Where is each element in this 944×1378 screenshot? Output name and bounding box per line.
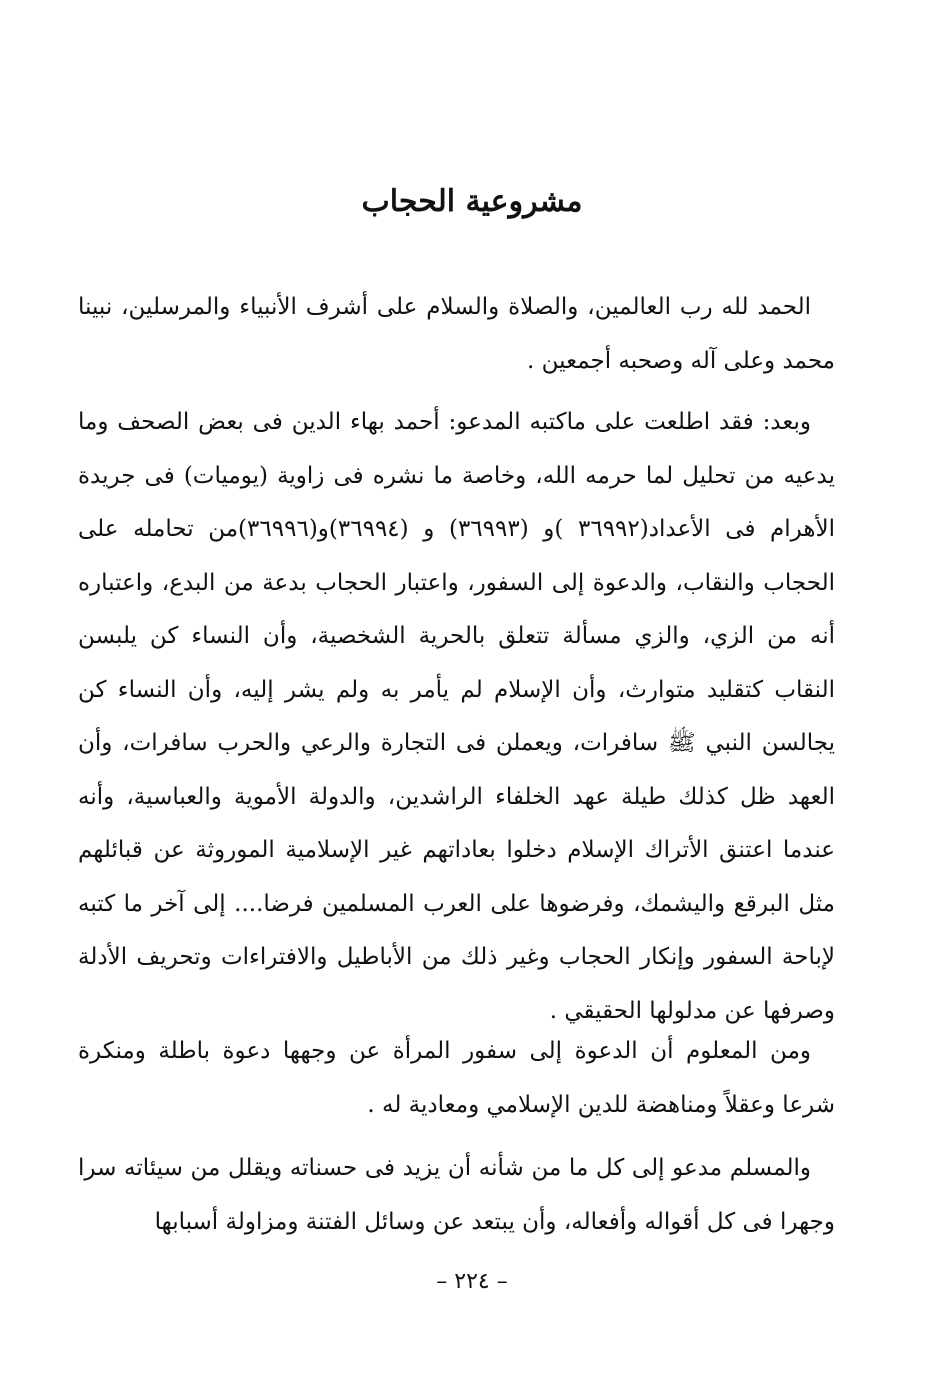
paragraph-text: والمسلم مدعو إلى كل ما من شأنه أن يزيد فى حسناته ويقلل من سيئاته سرا وجهرا فى كل أقواله وأفعاله، وأن يبتعد عن وسائل الفتنة ومزاولة أسبابها: [78, 1155, 835, 1235]
paragraph-text: الحمد لله رب العالمين، والصلاة والسلام على أشرف الأنبياء والمرسلين، نبينا محمد وعلى آله وصحبه أجمعين .: [78, 294, 835, 374]
paragraph-3: [78, 1025, 835, 1132]
page-title: مشروعية الحجاب: [361, 184, 583, 219]
paragraph-text: وبعد: فقد اطلعت على ماكتبه المدعو: أحمد بهاء الدين فى بعض الصحف وما يدعيه من تحليل لما حرمه الله، وخاصة ما نشره فى زاوية (يوميات) فى جريدة الأهرام فى الأعداد(٣٦٩٩٢ )و (٣٦٩٩٣) و (٣٦٩٩٤)و(٣٦٩٩٦)من تحامله على الحجاب والنقاب، والدعوة إلى السفور، واعتبار الحجاب بدعة من البدع، واعتباره أنه من الزي، والزي مسألة تتعلق بالحرية الشخصية، وأن النساء كن يلبسن النقاب كتقليد متوارث، وأن الإسلام لم يأمر به ولم يشر إليه، وأن النساء كن يجالسن النبي ﷺ سافرات، ويعملن فى التجارة والرعي والحرب سافرات، وأن العهد ظل كذلك طيلة عهد الخلفاء الراشدين، والدولة الأموية والعباسية، وأنه عندما اعتنق الأتراك الإسلام دخلوا بعاداتهم غير الإسلامية الموروثة عن قبائلهم مثل البرقع واليشمك، وفرضوها على العرب المسلمين فرضا.... إلى آخر ما كتبه لإباحة السفور وإنكار الحجاب وغير ذلك من الأباطيل والافتراءات وتحريف الأدلة وصرفها عن مدلولها الحقيقي .: [78, 409, 836, 1024]
paragraph-4: [78, 1142, 835, 1249]
page-number: – ٢٢٤ –: [436, 1269, 508, 1294]
paragraph-1: [78, 281, 835, 388]
paragraph-text: ومن المعلوم أن الدعوة إلى سفور المرأة عن وجهها دعوة باطلة ومنكرة شرعا وعقلاً ومناهضة للدين الإسلامي ومعادية له .: [78, 1038, 835, 1118]
paragraph-2: [78, 396, 835, 1038]
